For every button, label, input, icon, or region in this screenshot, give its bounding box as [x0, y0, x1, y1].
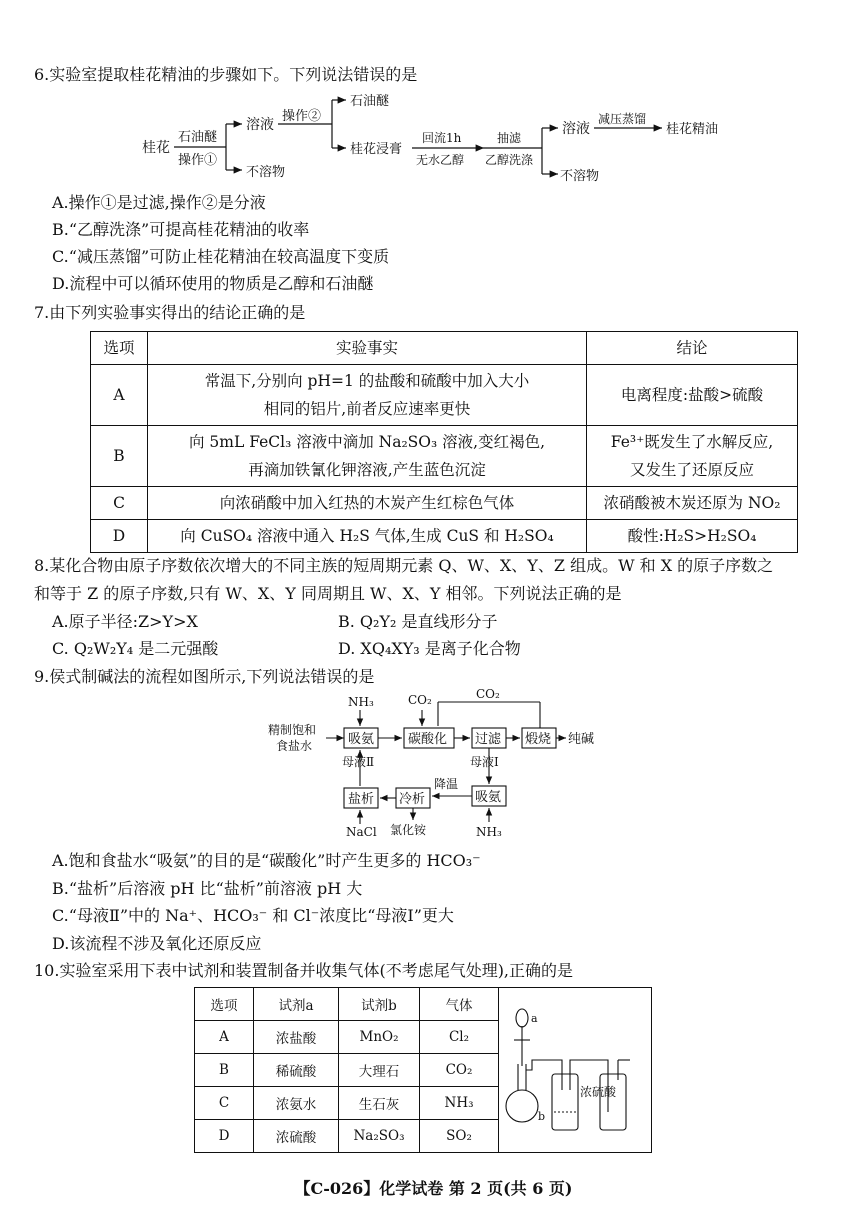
q10-cell: MnO₂ [339, 1021, 420, 1054]
q10-table [194, 987, 652, 1153]
flow-feed2: 食盐水 [276, 739, 313, 753]
q6-flow-diagram [140, 90, 740, 194]
q7-cell-option: B [91, 426, 148, 487]
q7-cell-conclusion: 电离程度:盐酸>硫酸 [587, 365, 798, 426]
q10-cell: 浓硫酸 [254, 1120, 339, 1153]
q10-header-reagent-a: 试剂a [254, 988, 339, 1021]
q10-cell: 大理石 [339, 1054, 420, 1087]
q7-cell-fact: 向 5mL FeCl₃ 溶液中滴加 Na₂SO₃ 溶液,变红褐色, 再滴加铁氰化钾溶液,产生蓝色沉淀 [148, 426, 587, 487]
q9-stem: 9.侯式制碱法的流程如图所示,下列说法错误的是 [34, 667, 375, 686]
flow-op1-top: 石油醚 [178, 130, 218, 145]
q10-cell: Cl₂ [420, 1021, 499, 1054]
q10-cell: SO₂ [420, 1120, 499, 1153]
q6-stem: 6.实验室提取桂花精油的步骤如下。下列说法错误的是 [34, 65, 418, 84]
q9-option-b: B.“盐析”后溶液 pH 比“盐析”前溶液 pH 大 [52, 879, 363, 898]
flow-carbonate: 碳酸化 [408, 732, 448, 747]
flow-solution2: 溶液 [562, 121, 590, 137]
flow-insoluble2: 不溶物 [560, 169, 600, 184]
q8-option-d: D. XQ₄XY₃ 是离子化合物 [338, 639, 521, 658]
q10-cell: 生石灰 [339, 1087, 420, 1120]
flow-nh3-top: NH₃ [348, 695, 374, 709]
apparatus-label-b: b [538, 1110, 546, 1123]
q10-stem: 10.实验室采用下表中试剂和装置制备并收集气体(不考虑尾气处理),正确的是 [34, 961, 574, 980]
q7-header-fact: 实验事实 [148, 332, 587, 365]
flow-cool: 降温 [434, 777, 459, 791]
flow-nh3-bottom: NH₃ [476, 825, 502, 839]
q10-cell: Na₂SO₃ [339, 1120, 420, 1153]
flow-distill: 减压蒸馏 [598, 112, 647, 126]
flow-salting: 盐析 [348, 792, 375, 807]
q10-apparatus [499, 988, 652, 1153]
table-row [91, 520, 798, 553]
flow-insoluble: 不溶物 [246, 165, 286, 180]
q10-cell: 浓盐酸 [254, 1021, 339, 1054]
flow-op2: 操作② [282, 109, 322, 124]
q7-stem: 7.由下列实验事实得出的结论正确的是 [34, 303, 306, 322]
q9-flow-diagram [262, 688, 642, 844]
table-row [91, 426, 798, 487]
table-row [91, 487, 798, 520]
flow-op1-bottom: 操作① [178, 153, 218, 168]
q10-cell: CO₂ [420, 1054, 499, 1087]
q10-header-reagent-b: 试剂b [339, 988, 420, 1021]
q7-cell-option: D [91, 520, 148, 553]
flow-mother2: 母液Ⅱ [342, 755, 375, 769]
q7-table [90, 331, 798, 553]
q7-cell-conclusion: Fe³⁺既发生了水解反应, 又发生了还原反应 [587, 426, 798, 487]
flow-nacl: NaCl [346, 825, 377, 839]
flow-reflux-top: 回流1h [422, 131, 462, 145]
q10-header-gas: 气体 [420, 988, 499, 1021]
flow-solution: 溶液 [246, 117, 274, 133]
apparatus-label-a: a [531, 1012, 538, 1025]
flow-filter: 过滤 [475, 732, 502, 747]
q7-cell-fact: 向 CuSO₄ 溶液中通入 H₂S 气体,生成 CuS 和 H₂SO₄ [148, 520, 587, 553]
q8-line1: 8.某化合物由原子序数依次增大的不同主族的短周期元素 Q、W、X、Y、Z 组成。W 和 X 的原子序数之 [34, 556, 774, 575]
q10-cell: C [195, 1087, 254, 1120]
apparatus-acid: 浓硫酸 [580, 1085, 617, 1099]
q7-cell-fact: 向浓硝酸中加入红热的木炭产生红棕色气体 [148, 487, 587, 520]
flow-product: 桂花精油 [666, 122, 719, 137]
q10-cell: A [195, 1021, 254, 1054]
flow-co2-top: CO₂ [408, 693, 432, 707]
flow-petroleum-ether: 石油醚 [350, 94, 390, 109]
q9-option-d: D.该流程不涉及氧化还原反应 [52, 934, 262, 953]
flow-filter-top: 抽滤 [497, 131, 522, 145]
flow-absorb1: 吸氨 [348, 732, 375, 747]
flow-co2-recycle: CO₂ [476, 688, 500, 701]
q6-option-c: C.“减压蒸馏”可防止桂花精油在较高温度下变质 [52, 247, 390, 266]
flow-nh4cl: 氯化铵 [390, 823, 427, 837]
q8-option-b: B. Q₂Y₂ 是直线形分子 [338, 612, 498, 631]
flow-start: 桂花 [142, 140, 170, 156]
q10-cell: 浓氨水 [254, 1087, 339, 1120]
q7-cell-fact: 常温下,分别向 pH=1 的盐酸和硫酸中加入大小 相同的铝片,前者反应速率更快 [148, 365, 587, 426]
flow-product: 纯碱 [568, 732, 595, 747]
q7-cell-option: C [91, 487, 148, 520]
q8-option-a: A.原子半径:Z>Y>X [52, 612, 198, 631]
q7-cell-conclusion: 酸性:H₂S>H₂SO₄ [587, 520, 798, 553]
q6-option-a: A.操作①是过滤,操作②是分液 [52, 193, 266, 212]
q6-option-d: D.流程中可以循环使用的物质是乙醇和石油醚 [52, 274, 374, 293]
flow-extract: 桂花浸膏 [350, 142, 403, 157]
flow-reflux-bottom: 无水乙醇 [416, 153, 465, 167]
flow-feed1: 精制饱和 [268, 723, 317, 737]
flow-mother1: 母液Ⅰ [470, 755, 499, 769]
q7-cell-conclusion: 浓硝酸被木炭还原为 NO₂ [587, 487, 798, 520]
flow-coldsep: 冷析 [399, 792, 426, 807]
apparatus-image [500, 994, 650, 1142]
q10-cell: B [195, 1054, 254, 1087]
q7-header-conclusion: 结论 [587, 332, 798, 365]
q8-line2: 和等于 Z 的原子序数,只有 W、X、Y 同周期且 W、X、Y 相邻。下列说法正确的是 [34, 584, 622, 603]
q10-cell: 稀硫酸 [254, 1054, 339, 1087]
flow-filter-bottom: 乙醇洗涤 [485, 153, 534, 167]
q10-header-option: 选项 [195, 988, 254, 1021]
flow-absorb2: 吸氨 [475, 790, 502, 805]
q10-cell: NH₃ [420, 1087, 499, 1120]
q9-option-a: A.饱和食盐水“吸氨”的目的是“碳酸化”时产生更多的 HCO₃⁻ [52, 851, 481, 870]
q7-header-option: 选项 [91, 332, 148, 365]
table-row [91, 365, 798, 426]
q9-option-c: C.“母液Ⅱ”中的 Na⁺、HCO₃⁻ 和 Cl⁻浓度比“母液Ⅰ”更大 [52, 906, 454, 925]
q8-option-c: C. Q₂W₂Y₄ 是二元强酸 [52, 639, 219, 658]
q10-cell: D [195, 1120, 254, 1153]
flow-calcine: 煅烧 [525, 732, 552, 747]
q6-option-b: B.“乙醇洗涤”可提高桂花精油的收率 [52, 220, 310, 239]
page-footer: 【C-026】化学试卷 第 2 页(共 6 页) [294, 1179, 573, 1198]
q7-cell-option: A [91, 365, 148, 426]
